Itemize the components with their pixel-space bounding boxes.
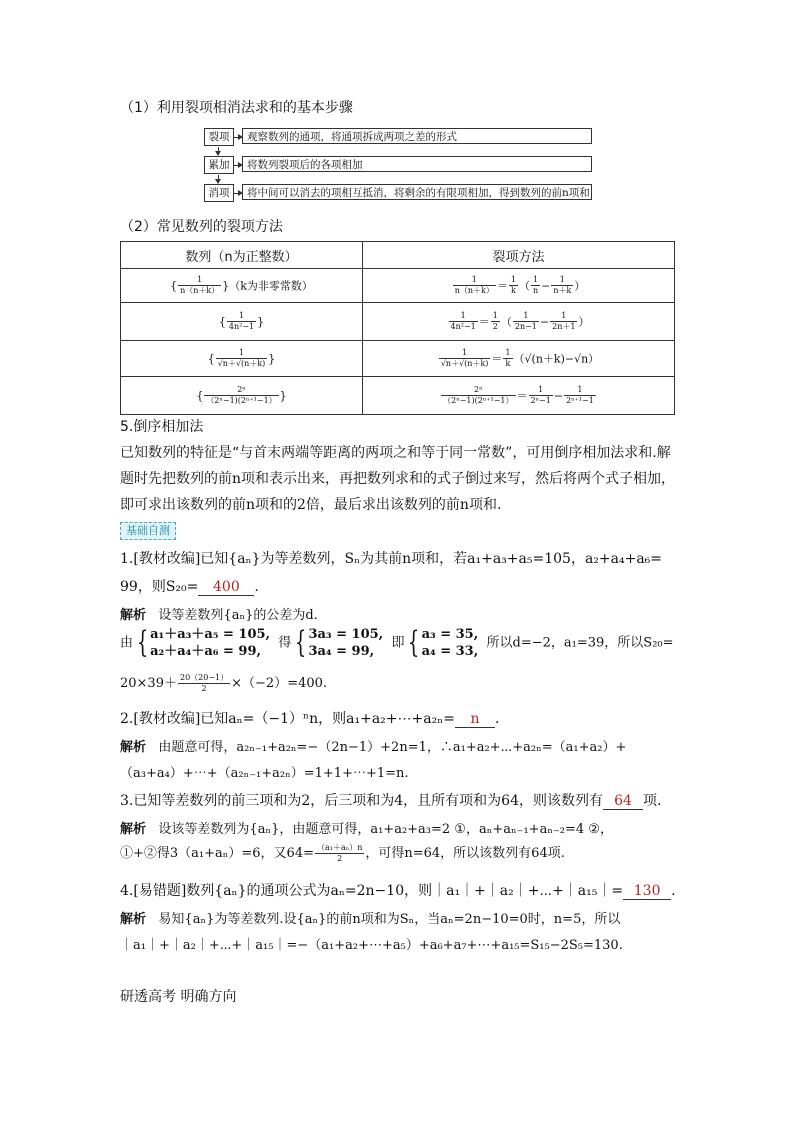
solution-text: 设该等差数列为{aₙ}，由题意可得，a₁+a₂+a₃=2 ①，aₙ+aₙ₋₁+aₙ₋₂=4 ②， — [158, 822, 613, 837]
question-2-text: 2.[教材改编]已知aₙ=（−1）ⁿn，则a₁+a₂+⋯+a₂ₙ= — [120, 711, 455, 727]
answer-blank: 64 — [603, 793, 643, 810]
table-row — [121, 303, 675, 341]
jiexi-label: 解析 — [120, 822, 147, 837]
arrow-right-icon — [233, 193, 242, 194]
jiexi-label: 解析 — [120, 608, 147, 623]
solution-text: ×（−2）=400. — [231, 676, 328, 691]
solution-4-line2 — [120, 934, 623, 953]
section5-body: 已知数列的特征是“与首末两端等距离的两项之和等于同一常数”，可用倒序相加法求和.解题时先把数列的前n项和表示出来，再把数列求和的式子倒过来写，然后将两个式子相加，即可求出该数列的前n项和的2倍，最后求出该数列的前n项和. — [120, 445, 676, 513]
table-header-sequence: 数列（n为正整数） — [121, 242, 363, 269]
question-4-text: 4.[易错题]数列{aₙ}的通项公式为aₙ=2n−10，则｜a₁｜+｜a₂｜+⋯+｜a₁₅｜= — [120, 883, 624, 899]
jiexi-label: 解析 — [120, 740, 147, 755]
solution-1-line2: 由 { a₁＋a₃＋a₅ = 105, a₂＋a₄＋a₆ = 99, 得 { 3a₃ = 105, 3a₄ = 99, 即 { a₃ = 35, a₄ = 33, 所以d=−2，a₁=39，所以S₂₀= — [120, 625, 674, 660]
split-method-table — [120, 241, 675, 415]
section5-title: 5.倒序相加法 — [120, 419, 204, 435]
step-label-leijia: 累加 — [204, 156, 234, 174]
question-1 — [120, 548, 662, 568]
answer-blank: 400 — [198, 579, 254, 596]
answer-blank: 130 — [623, 883, 671, 900]
solution-2-line2 — [120, 762, 409, 781]
question-2: 2.[教材改编]已知aₙ=（−1）ⁿn，则a₁+a₂+⋯+a₂ₙ= n . — [120, 711, 500, 727]
question-1-text: 1.[教材改编]已知{aₙ}为等差数列，Sₙ为其前n项和，若a₁+a₃+a₅=105，a₂+a₄+a₆= — [120, 551, 663, 567]
solution-text: 设等差数列{aₙ}的公差为d. — [158, 608, 318, 623]
step-label-liexiang: 裂项 — [204, 128, 234, 146]
solution-2-line1 — [120, 736, 626, 755]
solution-1-line3: 20×39＋ $\frac{20(20-1)}{2}$ ×（−2）=400. — [120, 673, 328, 693]
solution-1-line1 — [120, 604, 318, 623]
solution-3-line2: ①+②得3（a₁+aₙ）=6，又64= $\frac{\text{（a₁＋aₙ）n}}{2}$ ，可得n=64，所以该数列有64项. — [120, 843, 565, 863]
arrow-down-icon — [218, 175, 219, 183]
table-cell-sequence: { $\frac{1}{\text{4n²−1}}$ } — [121, 303, 363, 341]
solution-text: （a₃+a₄）+⋯+（a₂ₙ₋₁+a₂ₙ）=1+1+⋯+1=n. — [120, 766, 409, 781]
table-cell-method: $\frac{\text{2ⁿ}}{\text{（2ⁿ−1)(2ⁿ⁺¹−1）}}$ ＝ $\frac{1}{\text{2ⁿ−1}}$ − $\frac{1}{\text{2ⁿ⁺¹−1}}$ — [363, 377, 675, 415]
section-footer-title: 研透高考 明确方向 — [120, 989, 237, 1005]
question-1-line2: 99，则S₂₀= 400 . — [120, 579, 259, 595]
section1-title: （1）利用裂项相消法求和的基本步骤 — [120, 100, 353, 116]
table-cell-method: $\frac{1}{n(n+k)}$ ＝ $\frac{1}{k}$ （ $\frac{1}{n}$ − $\frac{1}{n+k}$ ） — [363, 269, 675, 303]
solution-text: ｜a₁｜+｜a₂｜+⋯+｜a₁₅｜=−（a₁+a₂+⋯+a₅）+a₆+a₇+⋯+a₁₅=S₁₅−2S₅=130. — [120, 938, 623, 953]
step-text-xiaoxiang: 将中间可以消去的项相互抵消，将剩余的有限项相加，得到数列的前n项和 — [242, 184, 592, 200]
question-3-text: 3.已知等差数列的前三项和为2，后三项和为4，且所有项和为64，则该数列有 — [120, 793, 603, 809]
table-cell-method: $\frac{1}{√n+√(n+k)}$ ＝ $\frac{1}{k}$ （√(n＋k)−√n） — [363, 341, 675, 377]
solution-text: ①+②得3（a₁+aₙ）=6，又64= — [120, 846, 314, 861]
step-text-liexiang: 观察数列的通项，将通项拆成两项之差的形式 — [242, 128, 592, 144]
table-row — [121, 341, 675, 377]
answer-blank: n — [455, 711, 495, 728]
section2-title: （2）常见数列的裂项方法 — [120, 219, 283, 235]
arrow-right-icon — [233, 137, 242, 138]
solution-4-line1 — [120, 908, 620, 927]
question-4: 4.[易错题]数列{aₙ}的通项公式为aₙ=2n−10，则｜a₁｜+｜a₂｜+⋯+｜a₁₅｜= 130 . — [120, 883, 676, 899]
solution-text: 所以d=−2，a₁=39，所以S₂₀= — [486, 635, 674, 651]
step-text-leijia: 将数列裂项后的各项相加 — [242, 156, 592, 172]
table-cell-sequence: { $\frac{1}{n(n+k)}$ }（k为非零常数） — [121, 269, 363, 303]
table-cell-method: $\frac{1}{\text{4n²−1}}$ ＝ $\frac{1}{2}$ （ $\frac{1}{2n-1}$ − $\frac{1}{2n+1}$ ） — [363, 303, 675, 341]
arrow-down-icon — [218, 147, 219, 155]
solution-text: 易知{aₙ}为等差数列.设{aₙ}的前n项和为Sₙ，当aₙ=2n−10=0时，n=5，所以 — [158, 912, 621, 927]
solution-text: 由题意可得，a₂ₙ₋₁+a₂ₙ=−（2n−1）+2n=1，∴a₁+a₂+⋯+a₂ₙ=（a₁+a₂）+ — [158, 740, 627, 755]
question-3-suffix: 项. — [643, 793, 662, 809]
table-cell-sequence: { $\frac{\text{2ⁿ}}{\text{（2ⁿ−1)(2ⁿ⁺¹−1）}}$ } — [121, 377, 363, 415]
table-row — [121, 269, 675, 303]
question-3 — [120, 790, 661, 810]
table-row — [121, 377, 675, 415]
row1-note: （k为非零常数） — [229, 279, 313, 293]
arrow-right-icon — [233, 165, 242, 166]
jiexi-label: 解析 — [120, 912, 147, 927]
question-1-text2: 99，则S₂₀= — [120, 579, 199, 595]
solution-3-line1 — [120, 818, 613, 837]
table-header-method: 裂项方法 — [363, 242, 675, 269]
step-label-xiaoxiang: 消项 — [204, 184, 234, 202]
solution-text: ，可得n=64，所以该数列有64项. — [365, 846, 565, 861]
table-cell-sequence: { $\frac{1}{√n+√(n+k)}$ } — [121, 341, 363, 377]
self-test-badge: 基础自测 — [120, 522, 176, 540]
